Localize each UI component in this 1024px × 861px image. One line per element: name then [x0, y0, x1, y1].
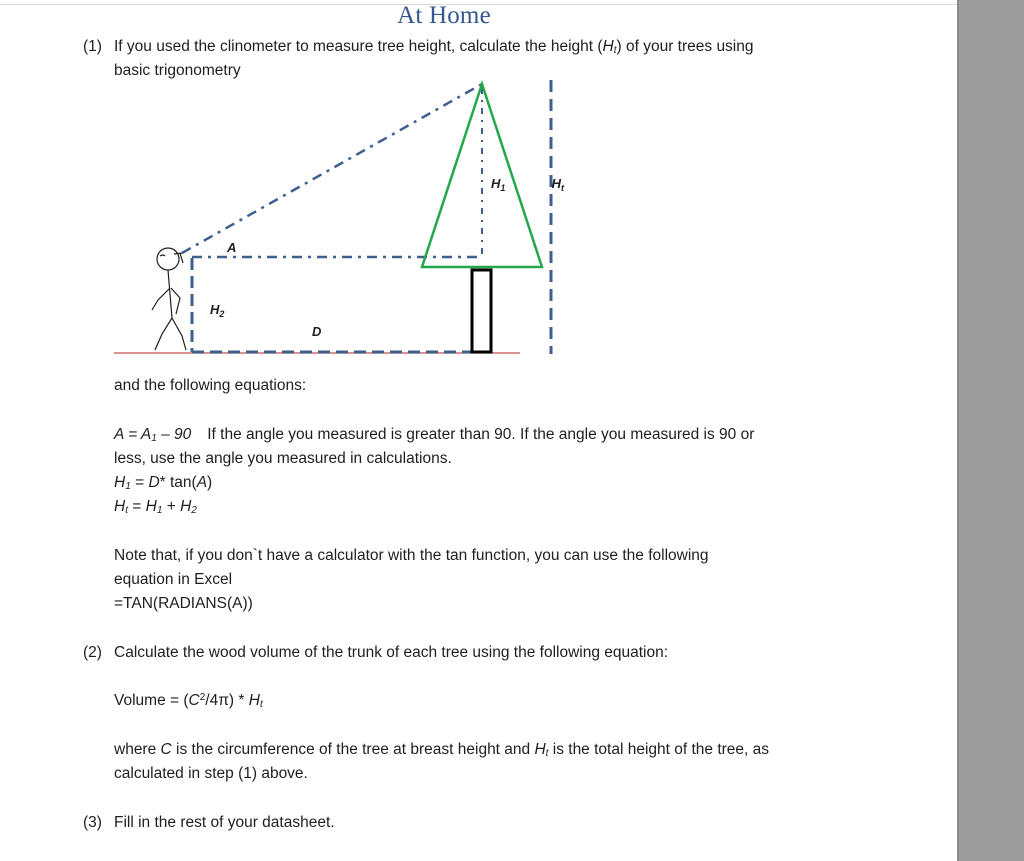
- equation-ht: $H_t = H_1 + H_2$: [114, 498, 197, 516]
- step-1-number: (1): [83, 38, 102, 55]
- step-3-number: (3): [83, 814, 102, 831]
- note-line-2: equation in Excel: [114, 571, 233, 588]
- page-title: At Home: [397, 2, 491, 29]
- where-line-2: calculated in step (1) above.: [114, 765, 308, 782]
- label-ht: $H_t$: [551, 176, 564, 193]
- tree-height-diagram: [100, 78, 570, 363]
- window-gutter: [957, 0, 1024, 861]
- step-1-line-2: basic trigonometry: [114, 62, 241, 79]
- equations-intro: and the following equations:: [114, 377, 307, 394]
- equation-a-note-2: less, use the angle you measured in calculations.: [114, 450, 452, 467]
- equation-a: $A = A_1 - 90$ If the angle you measured is greater than 90. If the angle you measured is 90 or: [114, 426, 755, 444]
- label-h2: $H_2$: [210, 302, 225, 319]
- sight-line: [182, 84, 482, 253]
- step-2-number: (2): [83, 644, 102, 661]
- note-line-3: =TAN(RADIANS(A)): [114, 595, 253, 612]
- label-a: A: [227, 240, 237, 255]
- step-3-text: Fill in the rest of your datasheet.: [114, 814, 335, 831]
- label-d: D: [312, 324, 322, 339]
- label-h1: $H_1$: [491, 176, 506, 193]
- volume-equation: Volume = $(C^2/4\pi) * H_t$: [114, 692, 263, 710]
- where-line-1: where C is the circumference of the tree at breast height and $H_t$ is the total height of the tree, as: [114, 741, 770, 759]
- note-line-1: Note that, if you don`t have a calculator with the tan function, you can use the following: [114, 547, 709, 564]
- tree-trunk: [472, 270, 491, 352]
- equation-h1: $H_1 = D*$ tan(A): [114, 474, 213, 492]
- step-1-line-1: If you used the clinometer to measure tree height, calculate the height $(H_t)$ of your trees using: [114, 38, 754, 56]
- step-2-text: Calculate the wood volume of the trunk of each tree using the following equation:: [114, 644, 669, 661]
- gutter-edge: [957, 0, 959, 861]
- stick-figure: [152, 248, 186, 350]
